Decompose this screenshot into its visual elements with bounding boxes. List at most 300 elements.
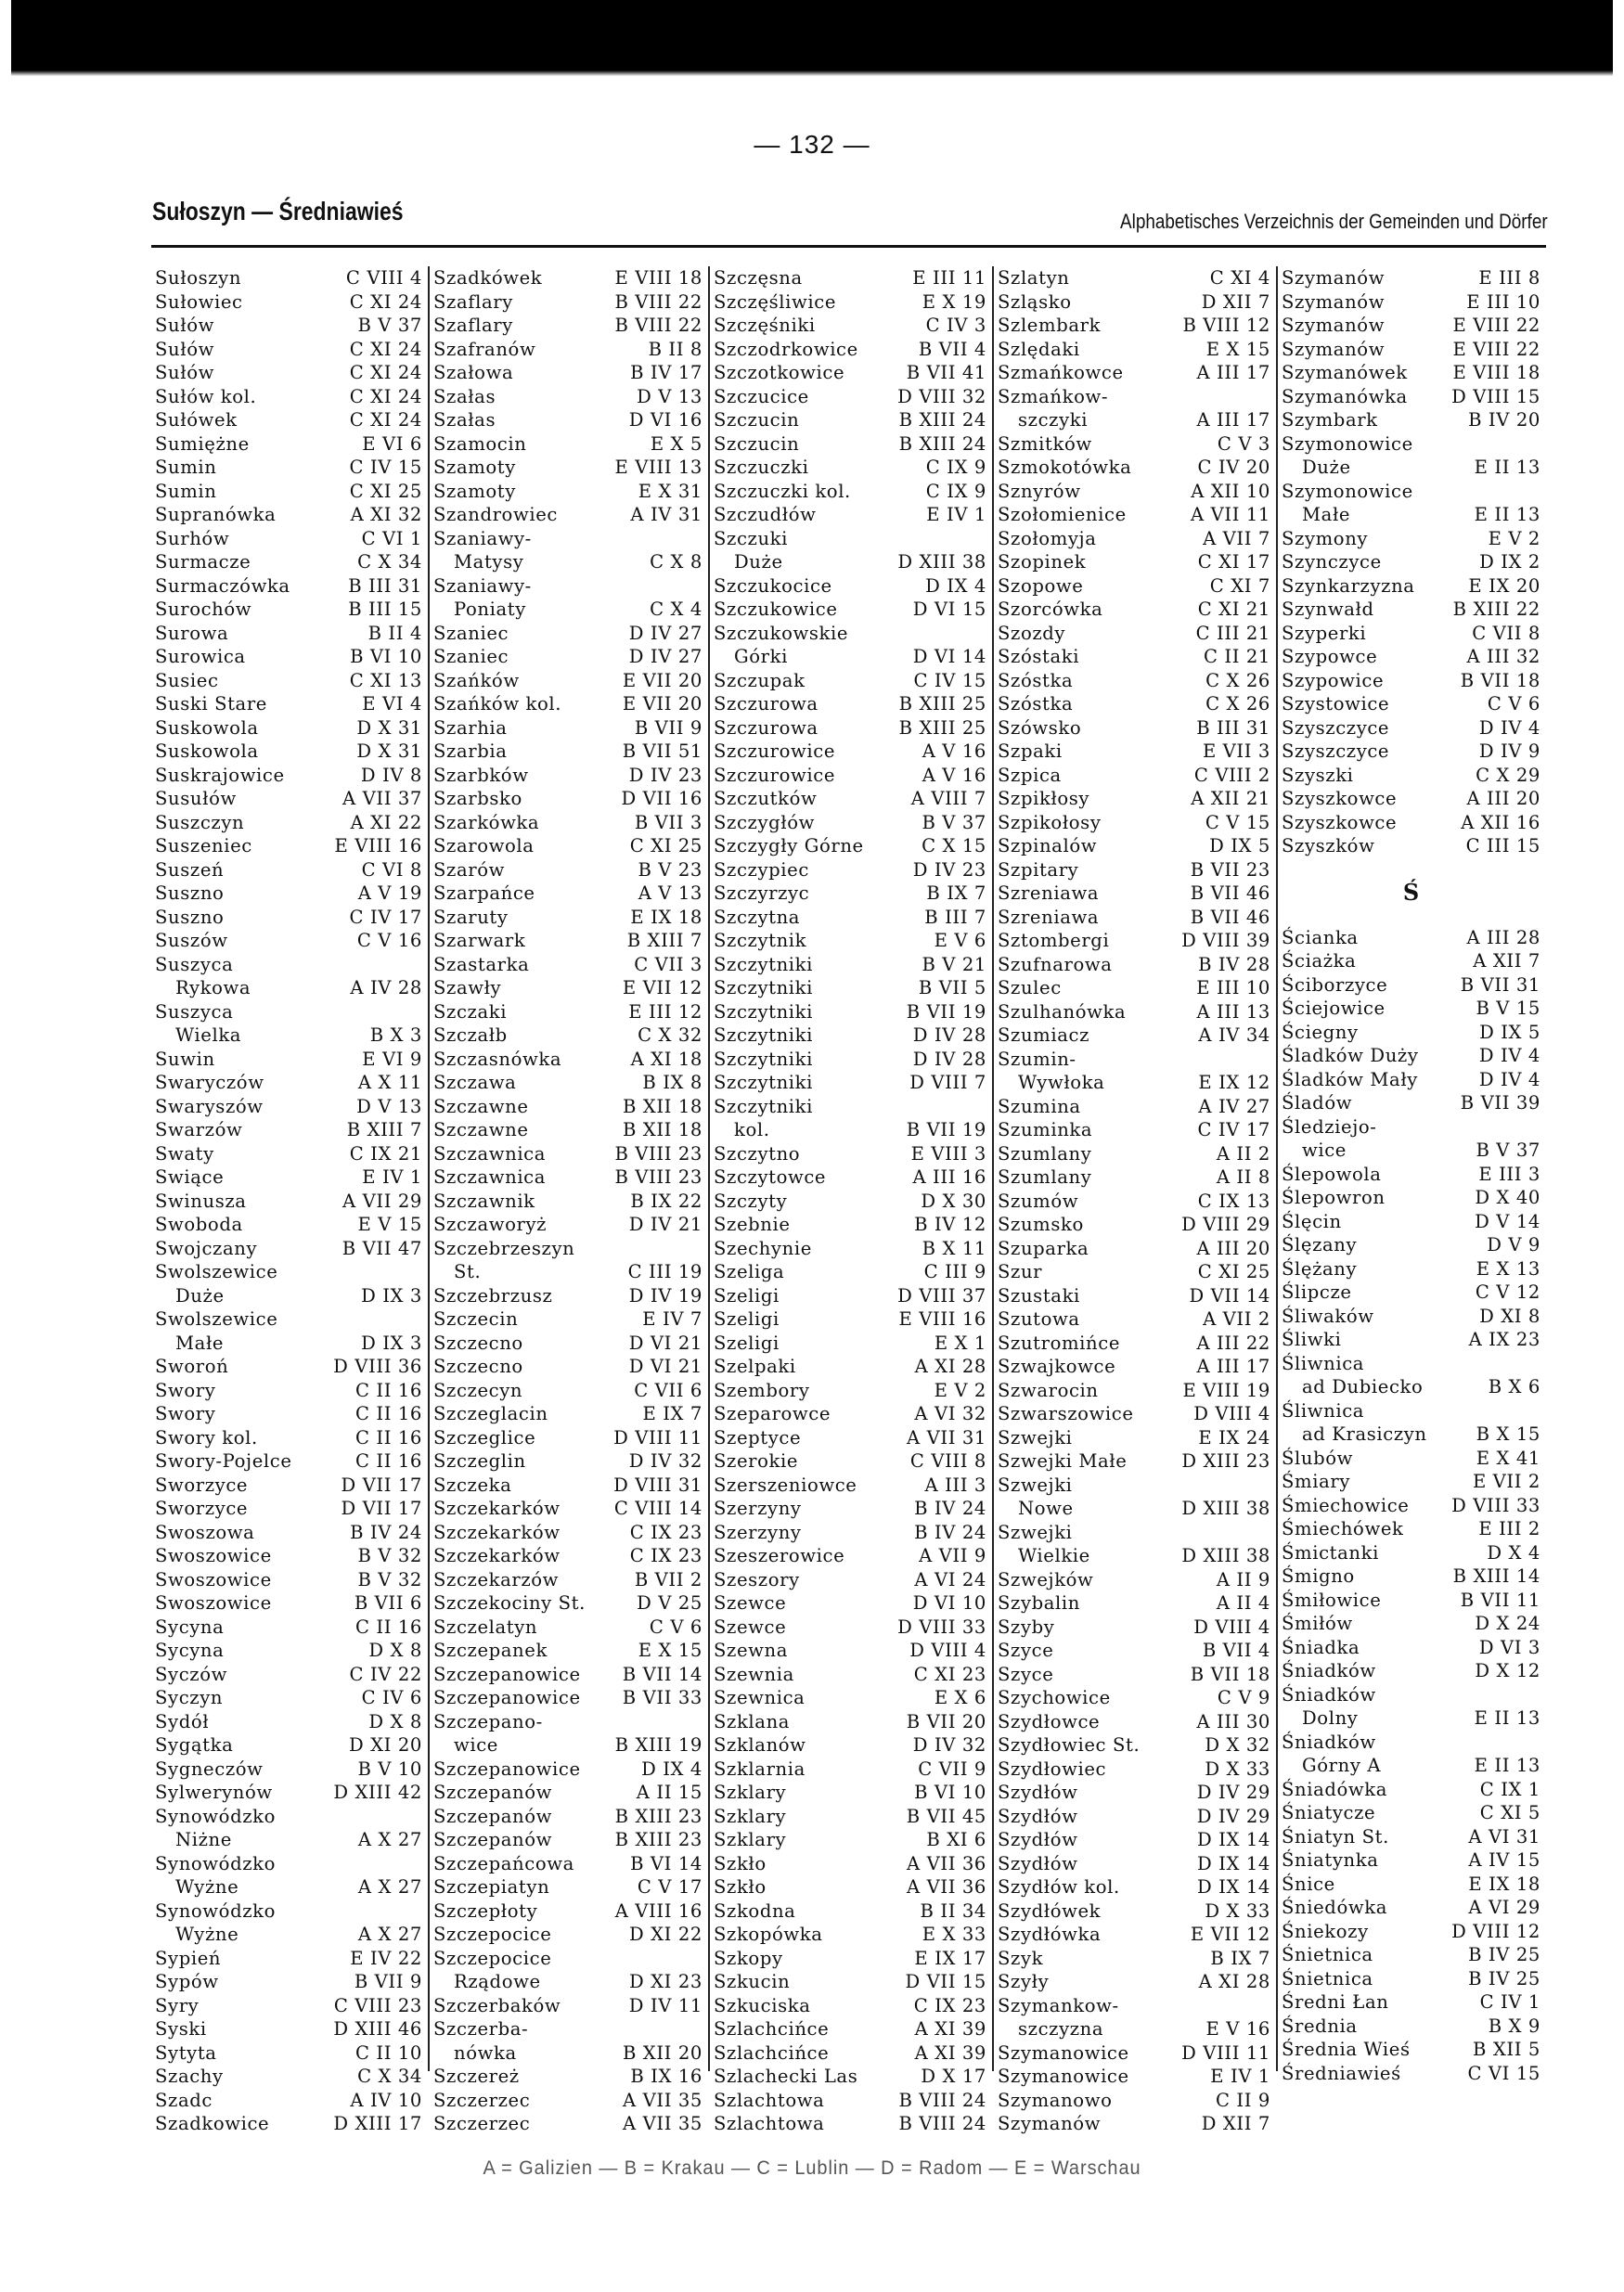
index-entry [433, 1639, 702, 1663]
place-name [998, 456, 1194, 480]
index-entry [433, 692, 702, 716]
place-name [155, 1733, 345, 1758]
place-name [998, 385, 1192, 432]
place-name-line: Szczeglacin [433, 1403, 548, 1424]
index-entry [714, 1237, 986, 1261]
place-name-line: Szczepanowice [433, 1687, 581, 1708]
place-name-line: Suszyca [155, 1000, 234, 1023]
index-entry [714, 1260, 986, 1284]
place-name-line: Ślepowola [1282, 1163, 1382, 1185]
place-name [998, 1048, 1194, 1095]
place-name [1282, 1305, 1476, 1329]
place-name-continuation: ad Dubiecko [1302, 1376, 1424, 1397]
place-name-line: Szarowola [433, 835, 535, 856]
map-reference: B VII 41 [906, 362, 986, 383]
map-reference: C V 12 [1475, 1281, 1540, 1303]
index-entry [714, 740, 986, 764]
index-entry [998, 1568, 1270, 1592]
index-entry [155, 1237, 422, 1261]
index-entry [714, 1663, 986, 1687]
place-name-line: Sułów kol. [155, 385, 257, 407]
map-reference: C XI 21 [1197, 599, 1270, 620]
place-name [998, 1947, 1206, 1971]
index-entry [155, 1591, 422, 1616]
map-reference: C XI 24 [349, 385, 422, 407]
place-name [998, 1000, 1192, 1024]
place-name [1282, 997, 1472, 1021]
place-name-line: Swoszowice [155, 1592, 272, 1614]
map-reference: D IV 11 [628, 1994, 702, 2016]
place-name-line: Średni Łan [1282, 1991, 1389, 2013]
place-name-line: Szczeka [433, 1474, 512, 1496]
place-name-line: Szydłówek [998, 1899, 1102, 1922]
place-name [1282, 787, 1463, 811]
map-reference: C III 9 [923, 1261, 986, 1282]
place-name-line: Szczepanowice [433, 1758, 581, 1780]
place-name [998, 1970, 1195, 1994]
place-name-line: Synowódzko [155, 1852, 277, 1874]
place-name-line: Szówsko [998, 716, 1082, 739]
map-reference: C XI 25 [1197, 1261, 1270, 1282]
place-name-line: Szczawne [433, 1119, 529, 1140]
index-entry [433, 811, 702, 835]
place-name-line: Szóstaki [998, 646, 1080, 667]
index-entry [714, 361, 986, 385]
index-entry [714, 314, 986, 338]
map-reference: B VII 14 [622, 1663, 702, 1685]
index-entry [155, 1497, 422, 1521]
map-reference: D X 17 [921, 2066, 986, 2087]
place-name [998, 290, 1198, 315]
place-name-line: Szczepanek [433, 1640, 548, 1661]
place-name [433, 1379, 630, 1403]
place-name [155, 645, 346, 669]
index-entry [155, 1000, 422, 1048]
place-name [155, 1095, 353, 1119]
place-name [1282, 622, 1468, 646]
place-name [1282, 1328, 1465, 1352]
index-entry [998, 432, 1270, 457]
index-entry [998, 622, 1270, 646]
place-name [1282, 1990, 1476, 2015]
index-entry [714, 1048, 986, 1072]
map-reference: D IX 5 [1479, 1021, 1540, 1043]
map-reference: D V 13 [356, 1095, 422, 1117]
place-name-line: Szaflary [433, 315, 513, 336]
map-reference: C IV 15 [913, 669, 986, 691]
map-reference: A III 20 [1196, 1237, 1270, 1259]
map-reference: A III 16 [912, 1166, 986, 1188]
map-reference: B IX 7 [1210, 1947, 1270, 1969]
map-reference: B VII 18 [1460, 669, 1540, 691]
map-reference: B VIII 24 [898, 2113, 986, 2134]
place-name-line: Szumiacz [998, 1024, 1089, 1046]
place-name [998, 976, 1192, 1000]
place-name [998, 1521, 1178, 1568]
index-entry [714, 1686, 986, 1710]
map-reference: D XIII 23 [1181, 1450, 1270, 1472]
place-name [998, 1805, 1193, 1829]
map-reference: B XII 5 [1473, 2039, 1540, 2060]
map-reference: B X 15 [1476, 1423, 1540, 1445]
index-entry [155, 764, 422, 788]
map-reference: B VII 4 [1202, 1640, 1270, 1661]
place-name [155, 1048, 358, 1072]
place-name [1282, 716, 1476, 740]
map-reference: E X 15 [1205, 338, 1270, 360]
map-reference: A IV 15 [1468, 1849, 1540, 1871]
place-name-line: Szczaworyż [433, 1214, 548, 1235]
index-entry [998, 338, 1270, 362]
place-name-line: Szczucin [714, 432, 800, 455]
place-name-line: Szyły [998, 1971, 1050, 1992]
index-entry [714, 408, 986, 432]
map-reference: C V 3 [1217, 432, 1270, 455]
map-reference: A IX 23 [1468, 1329, 1540, 1350]
place-name [998, 1379, 1179, 1403]
place-name-line: Ściażka [1282, 950, 1357, 972]
index-entry [998, 1190, 1270, 1214]
place-name [433, 1591, 633, 1616]
place-name [998, 1733, 1201, 1758]
place-name [155, 598, 344, 622]
index-entry [714, 2112, 986, 2136]
index-entry [998, 1426, 1270, 1450]
place-name [433, 1426, 610, 1450]
place-name [714, 622, 909, 669]
place-name-line: Suskowola [155, 716, 259, 739]
index-entry [998, 1994, 1270, 2041]
map-reference: C X 29 [1476, 764, 1540, 786]
place-name-line: Szorcówka [998, 599, 1103, 620]
place-name [433, 764, 625, 788]
map-reference: D IX 3 [361, 1332, 422, 1354]
place-name-line: Szadkówek [433, 267, 543, 289]
place-name [1282, 2062, 1464, 2086]
index-entry [155, 787, 422, 811]
map-reference: C V 16 [356, 930, 422, 951]
map-reference: A XI 39 [914, 2041, 986, 2064]
header-rule [151, 245, 1546, 248]
index-entry [998, 1237, 1270, 1261]
place-name [1282, 361, 1450, 385]
place-name-line: Szamoty [433, 457, 516, 478]
place-name [1282, 1659, 1471, 1683]
place-name-line: Szyszczyce [1282, 740, 1390, 762]
place-name-line: Szarhia [433, 716, 508, 739]
index-entry [998, 1024, 1270, 1048]
place-name [714, 787, 908, 811]
index-entry [714, 1000, 986, 1024]
place-name-line: Szamoty [433, 480, 516, 502]
place-name [433, 1758, 638, 1782]
map-reference: A VII 31 [907, 1426, 986, 1449]
place-name [433, 1781, 633, 1805]
place-name [998, 1639, 1199, 1663]
place-name [155, 574, 344, 599]
map-reference: C X 4 [650, 599, 702, 620]
place-name-line: Szlachtowa [714, 2113, 825, 2134]
index-entry [1282, 1044, 1540, 1068]
index-entry [714, 1805, 986, 1829]
place-name-line: Szerzyny [714, 1498, 802, 1519]
place-name-line: Szeligi [714, 1332, 780, 1354]
index-entry [433, 1379, 702, 1403]
place-name [433, 1024, 634, 1048]
index-entry [998, 1805, 1270, 1829]
place-name-line: Szydłowce [998, 1710, 1101, 1732]
index-entry [714, 290, 986, 315]
map-reference: E VII 2 [1472, 1471, 1540, 1492]
place-name-line: Szyperki [1282, 622, 1367, 644]
place-name [155, 1710, 365, 1734]
place-name [998, 692, 1202, 716]
place-name-line: Szymanowice [998, 2041, 1129, 2064]
place-name-line: Szczudłów [714, 504, 817, 525]
index-entry [998, 669, 1270, 693]
index-entry [1282, 1163, 1540, 1187]
place-name [714, 1165, 909, 1190]
index-entry [155, 314, 422, 338]
place-name-line: Śniedówka [1282, 1897, 1387, 1918]
index-entry [998, 1260, 1270, 1284]
map-reference: B VIII 24 [898, 2089, 986, 2111]
index-entry [155, 1095, 422, 1119]
place-name [998, 1923, 1187, 1947]
index-entry [714, 1355, 986, 1379]
place-name [433, 740, 619, 764]
map-reference: C XI 25 [629, 835, 702, 856]
place-name-line: Szachy [155, 2066, 224, 2087]
index-entry [714, 1710, 986, 1734]
index-entry [714, 1142, 986, 1166]
index-entry [155, 1568, 422, 1592]
index-entry [433, 1686, 702, 1710]
index-entry [155, 1048, 422, 1072]
index-entry [998, 1165, 1270, 1190]
place-name [155, 290, 346, 315]
column-2 [428, 266, 708, 2134]
place-name [155, 385, 346, 409]
index-entry [998, 266, 1270, 290]
place-name [714, 503, 922, 527]
place-name-line: Szymanowo [998, 2089, 1113, 2111]
map-reference: A II 8 [1216, 1166, 1270, 1188]
place-name [155, 882, 354, 906]
place-name [714, 692, 896, 716]
map-reference: B VII 45 [906, 1805, 986, 1827]
place-name-line: Szaflary [433, 290, 513, 313]
place-name [1282, 740, 1476, 764]
place-name [998, 1591, 1213, 1616]
index-entry [433, 1805, 702, 1829]
place-name [998, 1474, 1178, 1521]
map-reference: E VII 20 [622, 693, 702, 715]
map-reference: D IV 8 [360, 764, 422, 786]
index-entry [714, 1947, 986, 1971]
place-name-line: Szumów [998, 1190, 1079, 1212]
map-reference: D IV 29 [1196, 1782, 1270, 1803]
place-name [155, 811, 347, 835]
place-name-line: Szwarszowice [998, 1403, 1134, 1424]
index-entry [155, 1639, 422, 1663]
place-name-line: Szlatyn [998, 267, 1070, 289]
place-name-line: Szumsko [998, 1214, 1084, 1235]
map-reference: B XIII 24 [898, 432, 986, 455]
place-name [714, 1899, 917, 1924]
place-name-line: Ściegny [1282, 1021, 1359, 1043]
place-name [155, 1521, 346, 1545]
map-reference: B VII 46 [1190, 882, 1270, 904]
index-entry [433, 1474, 702, 1498]
place-name-line: Śnietnica [1282, 1967, 1373, 1989]
index-entry [998, 1758, 1270, 1782]
map-reference: C VI 15 [1467, 2062, 1540, 2084]
map-reference: D IV 29 [1196, 1805, 1270, 1827]
map-reference: C XI 23 [913, 1663, 986, 1685]
place-name [433, 1118, 619, 1142]
place-name-line: Szlachecki Las [714, 2066, 858, 2087]
place-name-line: Szklary [714, 1805, 787, 1827]
place-name-line: Ślęcin [1282, 1210, 1342, 1232]
map-reference: D IV 4 [1478, 1068, 1540, 1090]
map-reference: A III 17 [1196, 1356, 1270, 1377]
map-reference: A III 17 [1196, 362, 1270, 383]
map-reference: E VIII 3 [910, 1142, 986, 1165]
map-reference: D XI 23 [629, 1971, 702, 1992]
map-reference: B II 4 [367, 622, 422, 644]
index-entry [714, 1095, 986, 1142]
index-entry [155, 1805, 422, 1852]
map-reference: A XI 39 [914, 2018, 986, 2040]
column-5 [1276, 266, 1546, 2084]
index-entry [155, 1994, 422, 2018]
map-reference: D VI 15 [912, 599, 986, 620]
map-reference: D V 25 [637, 1592, 702, 1614]
index-entry [155, 1426, 422, 1450]
index-entry [155, 290, 422, 315]
place-name [1282, 1848, 1464, 1873]
place-name [998, 314, 1179, 338]
place-name [714, 574, 922, 599]
place-name-line: Szałas [433, 385, 496, 407]
map-reference: E V 16 [1205, 2018, 1270, 2040]
place-name [998, 669, 1202, 693]
index-entry [998, 1402, 1270, 1426]
place-name [1282, 811, 1457, 835]
map-reference: C VIII 2 [1193, 764, 1270, 786]
map-reference: C III 15 [1465, 835, 1540, 856]
index-entry [714, 432, 986, 457]
place-name [998, 1095, 1194, 1119]
place-name-line: Sztombergi [998, 930, 1110, 951]
place-name-line: Szczeglin [433, 1450, 526, 1472]
place-name-line: Susułów [155, 788, 237, 809]
place-name [1282, 1920, 1448, 1944]
index-entry [433, 1213, 702, 1237]
index-entry [998, 1000, 1270, 1024]
place-name-line: Szulec [998, 977, 1062, 998]
map-reference: D VIII 39 [1181, 930, 1270, 951]
entries-s-acute [1282, 926, 1540, 2086]
place-name-line: Syczów [155, 1663, 227, 1685]
index-entry [714, 953, 986, 977]
place-name-line: Szczawne [433, 1095, 529, 1117]
place-name [155, 1165, 358, 1190]
place-name [433, 2112, 619, 2136]
index-entry [1282, 1305, 1540, 1329]
place-name [433, 953, 630, 977]
map-reference: B VII 31 [1460, 973, 1540, 996]
place-name-line: Swory [155, 1403, 216, 1424]
map-reference: C IV 17 [1197, 1119, 1270, 1140]
index-entry [433, 1024, 702, 1048]
map-reference: D V 9 [1487, 1234, 1540, 1255]
place-name-line: Szopowe [998, 574, 1084, 597]
place-name [1282, 1210, 1471, 1234]
index-entry [433, 1426, 702, 1450]
place-name [714, 290, 919, 315]
map-reference: D IV 23 [912, 858, 986, 881]
index-entry [1282, 764, 1540, 788]
map-reference: D IX 3 [361, 1284, 422, 1307]
index-entry [433, 1758, 702, 1782]
map-reference: D VII 17 [341, 1498, 422, 1519]
place-name [433, 1899, 612, 1924]
place-name-line: Szaruty [433, 906, 509, 928]
place-name [998, 2041, 1178, 2066]
index-entry [155, 2112, 422, 2136]
place-name-line: Szpica [998, 764, 1062, 786]
index-entry [1282, 1447, 1540, 1471]
place-name-line: Szopinek [998, 551, 1087, 573]
place-name [714, 1616, 894, 1640]
place-name [714, 1828, 922, 1852]
place-name-line: Szlachcińce [714, 2041, 830, 2064]
place-name [433, 2017, 619, 2065]
place-name [433, 1095, 619, 1119]
map-reference: D XI 22 [629, 1924, 702, 1945]
place-name [155, 1071, 354, 1095]
index-entry [1282, 1233, 1540, 1257]
place-name-line: Szewnia [714, 1663, 794, 1685]
place-name [1282, 1589, 1457, 1613]
place-name [1282, 949, 1469, 973]
place-name [998, 645, 1200, 669]
map-reference: D VI 16 [628, 409, 702, 431]
place-name [998, 906, 1187, 930]
place-name [155, 2089, 346, 2113]
index-entry [155, 645, 422, 669]
map-reference: B II 8 [648, 338, 702, 360]
index-entry [714, 1449, 986, 1474]
place-name [433, 787, 617, 811]
place-name [155, 834, 331, 858]
map-reference: E III 10 [1196, 977, 1270, 998]
index-entry [714, 811, 986, 835]
map-reference: A II 9 [1216, 1568, 1270, 1590]
place-name-line: Szarwark [433, 930, 526, 951]
place-name-line: Szewnica [714, 1687, 806, 1708]
map-reference: D X 40 [1475, 1187, 1540, 1208]
place-name-line: Szczytnik [714, 930, 807, 951]
place-name-line: Szozdy [998, 622, 1066, 644]
place-name [155, 1758, 354, 1782]
place-name-line: Suszno [155, 906, 225, 928]
place-name [1282, 1233, 1483, 1257]
map-reference: A VII 11 [1191, 504, 1270, 525]
place-name-line: Szpikłosy [998, 788, 1090, 809]
